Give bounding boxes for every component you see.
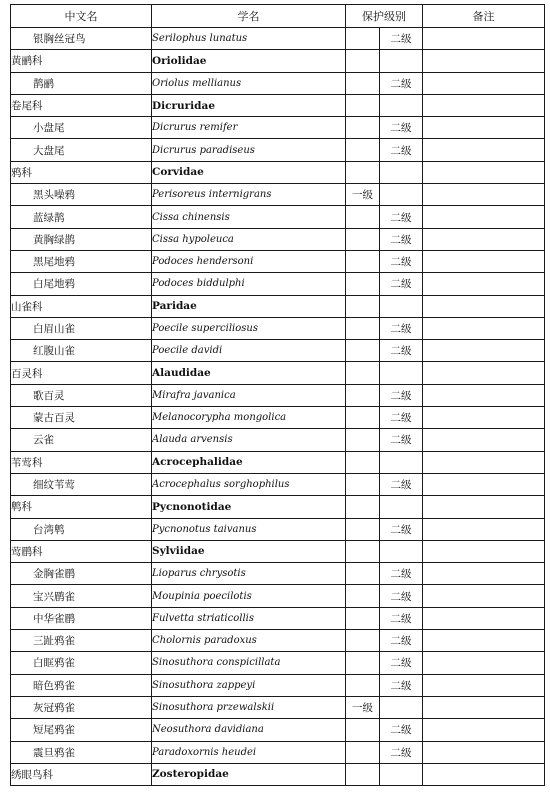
level-one-cell <box>346 340 380 362</box>
scientific-name-cell: Acrocephalus sorghophilus <box>152 473 346 495</box>
chinese-name-cell: 灰冠鸦雀 <box>11 696 152 718</box>
level-one-cell <box>346 451 380 473</box>
chinese-name-cell: 白眶鸦雀 <box>11 652 152 674</box>
level-one-cell <box>346 652 380 674</box>
level-two-cell: 二级 <box>380 518 423 540</box>
species-row <box>11 563 545 585</box>
species-row <box>11 607 545 629</box>
remarks-cell <box>423 630 545 652</box>
scientific-name-cell: Pycnonotidae <box>152 496 346 518</box>
chinese-name-cell: 震旦鸦雀 <box>11 741 152 763</box>
level-one-cell <box>346 741 380 763</box>
remarks-cell <box>423 585 545 607</box>
species-row <box>11 652 545 674</box>
scientific-name-cell: Corvidae <box>152 161 346 183</box>
level-two-cell <box>380 496 423 518</box>
level-one-cell <box>346 28 380 50</box>
level-two-cell: 二级 <box>380 630 423 652</box>
scientific-name-cell: Pycnonotus taivanus <box>152 518 346 540</box>
level-two-cell: 二级 <box>380 652 423 674</box>
remarks-cell <box>423 228 545 250</box>
remarks-cell <box>423 273 545 295</box>
species-row <box>11 206 545 228</box>
chinese-name-cell: 鸦科 <box>11 161 152 183</box>
species-row <box>11 473 545 495</box>
remarks-cell <box>423 139 545 161</box>
level-one-cell <box>346 250 380 272</box>
chinese-name-cell: 中华雀鹛 <box>11 607 152 629</box>
level-one-cell <box>346 295 380 317</box>
remarks-cell <box>423 340 545 362</box>
scientific-name-cell: Alaudidae <box>152 362 346 384</box>
level-two-cell: 二级 <box>380 317 423 339</box>
level-two-cell <box>380 50 423 72</box>
remarks-cell <box>423 317 545 339</box>
chinese-name-cell: 山雀科 <box>11 295 152 317</box>
remarks-cell <box>423 696 545 718</box>
remarks-cell <box>423 384 545 406</box>
species-row <box>11 630 545 652</box>
remarks-cell <box>423 518 545 540</box>
chinese-name-cell: 鹎科 <box>11 496 152 518</box>
remarks-cell <box>423 540 545 562</box>
chinese-name-cell: 绣眼鸟科 <box>11 763 152 785</box>
species-row <box>11 407 545 429</box>
level-one-cell <box>346 72 380 94</box>
family-row <box>11 50 545 72</box>
level-one-cell <box>346 607 380 629</box>
level-two-cell <box>380 295 423 317</box>
scientific-name-cell: Melanocorypha mongolica <box>152 407 346 429</box>
species-row <box>11 28 545 50</box>
chinese-name-cell: 蓝绿鹊 <box>11 206 152 228</box>
chinese-name-cell: 大盘尾 <box>11 139 152 161</box>
scientific-name-cell: Lioparus chrysotis <box>152 563 346 585</box>
scientific-name-cell: Paradoxornis heudei <box>152 741 346 763</box>
remarks-cell <box>423 72 545 94</box>
chinese-name-cell: 百灵科 <box>11 362 152 384</box>
level-one-cell <box>346 384 380 406</box>
level-one-cell <box>346 317 380 339</box>
table-header-row <box>11 5 545 28</box>
level-two-cell <box>380 362 423 384</box>
remarks-cell <box>423 496 545 518</box>
scientific-name-cell: Fulvetta striaticollis <box>152 607 346 629</box>
species-row <box>11 741 545 763</box>
scientific-name-cell: Oriolidae <box>152 50 346 72</box>
header-protection-level: 保护级别 <box>346 5 423 28</box>
species-protection-list <box>10 4 544 786</box>
scientific-name-cell: Dicrurus paradiseus <box>152 139 346 161</box>
family-row <box>11 362 545 384</box>
level-two-cell <box>380 540 423 562</box>
scientific-name-cell: Cissa hypoleuca <box>152 228 346 250</box>
species-row <box>11 719 545 741</box>
species-row <box>11 184 545 206</box>
chinese-name-cell: 莺鹛科 <box>11 540 152 562</box>
level-one-cell <box>346 473 380 495</box>
species-row <box>11 696 545 718</box>
scientific-name-cell: Dicruridae <box>152 94 346 116</box>
species-row <box>11 228 545 250</box>
family-row <box>11 540 545 562</box>
level-one-cell <box>346 429 380 451</box>
level-two-cell <box>380 451 423 473</box>
chinese-name-cell: 小盘尾 <box>11 117 152 139</box>
family-row <box>11 496 545 518</box>
chinese-name-cell: 银胸丝冠鸟 <box>11 28 152 50</box>
level-two-cell: 二级 <box>380 473 423 495</box>
scientific-name-cell: Acrocephalidae <box>152 451 346 473</box>
species-row <box>11 674 545 696</box>
remarks-cell <box>423 250 545 272</box>
level-one-cell <box>346 674 380 696</box>
level-two-cell: 二级 <box>380 250 423 272</box>
remarks-cell <box>423 563 545 585</box>
scientific-name-cell: Moupinia poecilotis <box>152 585 346 607</box>
scientific-name-cell: Sinosuthora przewalskii <box>152 696 346 718</box>
header-scientific-name: 学名 <box>152 5 346 28</box>
scientific-name-cell: Dicrurus remifer <box>152 117 346 139</box>
species-row <box>11 317 545 339</box>
level-two-cell: 二级 <box>380 273 423 295</box>
chinese-name-cell: 金胸雀鹛 <box>11 563 152 585</box>
level-two-cell: 二级 <box>380 674 423 696</box>
remarks-cell <box>423 451 545 473</box>
level-two-cell: 二级 <box>380 563 423 585</box>
level-two-cell: 二级 <box>380 340 423 362</box>
level-one-cell <box>346 94 380 116</box>
remarks-cell <box>423 741 545 763</box>
remarks-cell <box>423 50 545 72</box>
scientific-name-cell: Serilophus lunatus <box>152 28 346 50</box>
level-one-cell <box>346 763 380 785</box>
scientific-name-cell: Sinosuthora zappeyi <box>152 674 346 696</box>
chinese-name-cell: 卷尾科 <box>11 94 152 116</box>
chinese-name-cell: 黄胸绿鹊 <box>11 228 152 250</box>
remarks-cell <box>423 295 545 317</box>
remarks-cell <box>423 28 545 50</box>
scientific-name-cell: Sylviidae <box>152 540 346 562</box>
species-row <box>11 139 545 161</box>
scientific-name-cell: Alauda arvensis <box>152 429 346 451</box>
header-chinese-name: 中文名 <box>11 5 152 28</box>
remarks-cell <box>423 117 545 139</box>
species-table <box>10 4 545 786</box>
chinese-name-cell: 短尾鸦雀 <box>11 719 152 741</box>
level-two-cell: 二级 <box>380 206 423 228</box>
level-two-cell <box>380 94 423 116</box>
level-one-cell <box>346 117 380 139</box>
level-one-cell <box>346 630 380 652</box>
remarks-cell <box>423 362 545 384</box>
chinese-name-cell: 鹊鹂 <box>11 72 152 94</box>
scientific-name-cell: Poecile superciliosus <box>152 317 346 339</box>
level-two-cell: 二级 <box>380 72 423 94</box>
remarks-cell <box>423 161 545 183</box>
level-one-cell <box>346 228 380 250</box>
chinese-name-cell: 歌百灵 <box>11 384 152 406</box>
chinese-name-cell: 苇莺科 <box>11 451 152 473</box>
species-row <box>11 273 545 295</box>
species-row <box>11 340 545 362</box>
chinese-name-cell: 黑头噪鸦 <box>11 184 152 206</box>
table-body <box>11 28 545 786</box>
level-two-cell: 二级 <box>380 719 423 741</box>
family-row <box>11 161 545 183</box>
species-row <box>11 518 545 540</box>
level-one-cell <box>346 719 380 741</box>
level-one-cell <box>346 407 380 429</box>
level-one-cell: 一级 <box>346 184 380 206</box>
level-two-cell: 二级 <box>380 139 423 161</box>
level-two-cell: 二级 <box>380 384 423 406</box>
scientific-name-cell: Oriolus mellianus <box>152 72 346 94</box>
family-row <box>11 451 545 473</box>
scientific-name-cell: Podoces hendersoni <box>152 250 346 272</box>
chinese-name-cell: 宝兴鹛雀 <box>11 585 152 607</box>
chinese-name-cell: 暗色鸦雀 <box>11 674 152 696</box>
remarks-cell <box>423 206 545 228</box>
level-two-cell <box>380 161 423 183</box>
level-two-cell: 二级 <box>380 407 423 429</box>
scientific-name-cell: Zosteropidae <box>152 763 346 785</box>
chinese-name-cell: 细纹苇莺 <box>11 473 152 495</box>
scientific-name-cell: Poecile davidi <box>152 340 346 362</box>
level-one-cell <box>346 563 380 585</box>
chinese-name-cell: 红腹山雀 <box>11 340 152 362</box>
level-one-cell <box>346 161 380 183</box>
scientific-name-cell: Mirafra javanica <box>152 384 346 406</box>
level-one-cell <box>346 50 380 72</box>
level-two-cell: 二级 <box>380 741 423 763</box>
remarks-cell <box>423 674 545 696</box>
species-row <box>11 429 545 451</box>
level-two-cell: 二级 <box>380 429 423 451</box>
scientific-name-cell: Sinosuthora conspicillata <box>152 652 346 674</box>
remarks-cell <box>423 94 545 116</box>
level-two-cell: 二级 <box>380 28 423 50</box>
species-row <box>11 72 545 94</box>
level-two-cell <box>380 184 423 206</box>
scientific-name-cell: Cholornis paradoxus <box>152 630 346 652</box>
family-row <box>11 763 545 785</box>
species-row <box>11 384 545 406</box>
chinese-name-cell: 白眉山雀 <box>11 317 152 339</box>
remarks-cell <box>423 407 545 429</box>
chinese-name-cell: 黑尾地鸦 <box>11 250 152 272</box>
chinese-name-cell: 三趾鸦雀 <box>11 630 152 652</box>
level-two-cell: 二级 <box>380 117 423 139</box>
level-one-cell <box>346 206 380 228</box>
level-one-cell: 一级 <box>346 696 380 718</box>
remarks-cell <box>423 607 545 629</box>
species-row <box>11 250 545 272</box>
level-one-cell <box>346 139 380 161</box>
remarks-cell <box>423 763 545 785</box>
level-one-cell <box>346 585 380 607</box>
remarks-cell <box>423 473 545 495</box>
level-one-cell <box>346 273 380 295</box>
level-one-cell <box>346 540 380 562</box>
remarks-cell <box>423 184 545 206</box>
remarks-cell <box>423 429 545 451</box>
scientific-name-cell: Neosuthora davidiana <box>152 719 346 741</box>
scientific-name-cell: Podoces biddulphi <box>152 273 346 295</box>
level-two-cell <box>380 763 423 785</box>
remarks-cell <box>423 719 545 741</box>
family-row <box>11 94 545 116</box>
family-row <box>11 295 545 317</box>
scientific-name-cell: Paridae <box>152 295 346 317</box>
species-row <box>11 585 545 607</box>
chinese-name-cell: 蒙古百灵 <box>11 407 152 429</box>
chinese-name-cell: 白尾地鸦 <box>11 273 152 295</box>
level-one-cell <box>346 362 380 384</box>
chinese-name-cell: 黄鹂科 <box>11 50 152 72</box>
species-row <box>11 117 545 139</box>
level-two-cell: 二级 <box>380 607 423 629</box>
level-two-cell: 二级 <box>380 228 423 250</box>
level-two-cell <box>380 696 423 718</box>
level-one-cell <box>346 518 380 540</box>
scientific-name-cell: Perisoreus internigrans <box>152 184 346 206</box>
level-two-cell: 二级 <box>380 585 423 607</box>
remarks-cell <box>423 652 545 674</box>
level-one-cell <box>346 496 380 518</box>
header-remarks: 备注 <box>423 5 545 28</box>
scientific-name-cell: Cissa chinensis <box>152 206 346 228</box>
chinese-name-cell: 台湾鹎 <box>11 518 152 540</box>
chinese-name-cell: 云雀 <box>11 429 152 451</box>
